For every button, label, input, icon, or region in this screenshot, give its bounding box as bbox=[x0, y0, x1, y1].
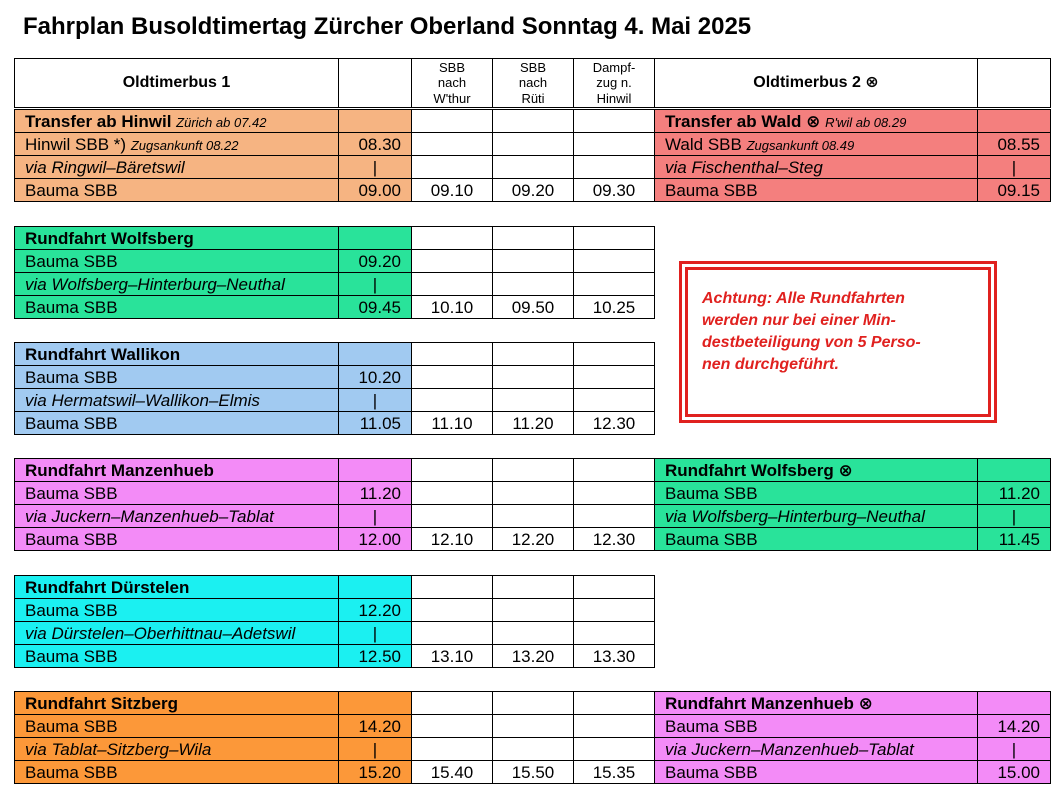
manzenhueb-time2: 12.00 bbox=[339, 528, 412, 551]
transfer-hinwil-via: via Ringwil–Bäretswil bbox=[15, 156, 339, 179]
transfer-wald-time2: 09.15 bbox=[978, 179, 1051, 202]
transfer-hinwil-title: Transfer ab Hinwil Zürich ab 07.42 bbox=[15, 110, 339, 133]
timetable-header bbox=[14, 58, 1051, 108]
duerstelen-via: via Dürstelen–Oberhittnau–Adetswil bbox=[15, 622, 339, 645]
transfer-hinwil-time1: 08.30 bbox=[339, 133, 412, 156]
bus1-header: Oldtimerbus 1 bbox=[15, 59, 339, 108]
connection-hinwil: 13.30 bbox=[574, 645, 655, 668]
wolfsberg-stop2: Bauma SBB bbox=[15, 296, 339, 319]
connection-hinwil: 10.25 bbox=[574, 296, 655, 319]
pass-through-mark: | bbox=[339, 273, 412, 296]
manzenhueb2-time1: 14.20 bbox=[978, 715, 1051, 738]
wolfsberg2-via: via Wolfsberg–Hinterburg–Neuthal bbox=[655, 505, 978, 528]
connection-wthur: 13.10 bbox=[412, 645, 493, 668]
wolfsberg-via: via Wolfsberg–Hinterburg–Neuthal bbox=[15, 273, 339, 296]
transfer-wald-stop2: Bauma SBB bbox=[655, 179, 978, 202]
pass-through-mark: | bbox=[978, 505, 1051, 528]
manzenhueb-via: via Juckern–Manzenhueb–Tablat bbox=[15, 505, 339, 528]
wallikon-via: via Hermatswil–Wallikon–Elmis bbox=[15, 389, 339, 412]
wallikon-title: Rundfahrt Wallikon bbox=[15, 343, 339, 366]
connection-wthur: 09.10 bbox=[412, 179, 493, 202]
duerstelen-stop2: Bauma SBB bbox=[15, 645, 339, 668]
pass-through-mark: | bbox=[978, 738, 1051, 761]
connection-rueti: 13.20 bbox=[493, 645, 574, 668]
pass-through-mark: | bbox=[978, 156, 1051, 179]
sitzberg-block bbox=[14, 691, 1051, 784]
manzenhueb-stop2: Bauma SBB bbox=[15, 528, 339, 551]
manzenhueb2-stop1: Bauma SBB bbox=[655, 715, 978, 738]
connection-hinwil: 12.30 bbox=[574, 412, 655, 435]
pass-through-mark: | bbox=[339, 156, 412, 179]
col-header-wthur: SBB nach W'thur bbox=[412, 59, 493, 108]
wolfsberg-block bbox=[14, 226, 655, 319]
transfer-hinwil-stop1: Hinwil SBB *) Zugsankunft 08.22 bbox=[15, 133, 339, 156]
connection-wthur: 15.40 bbox=[412, 761, 493, 784]
pass-through-mark: | bbox=[339, 505, 412, 528]
connection-rueti: 11.20 bbox=[493, 412, 574, 435]
transfer-wald-via: via Fischenthal–Steg bbox=[655, 156, 978, 179]
duerstelen-stop1: Bauma SBB bbox=[15, 599, 339, 622]
wolfsberg-time1: 09.20 bbox=[339, 250, 412, 273]
manzenhueb2-via: via Juckern–Manzenhueb–Tablat bbox=[655, 738, 978, 761]
sitzberg-stop2: Bauma SBB bbox=[15, 761, 339, 784]
connection-wthur: 10.10 bbox=[412, 296, 493, 319]
transfer-hinwil-time2: 09.00 bbox=[339, 179, 412, 202]
notice-box bbox=[679, 261, 997, 423]
wolfsberg2-stop2: Bauma SBB bbox=[655, 528, 978, 551]
pass-through-mark: | bbox=[339, 389, 412, 412]
wolfsberg-title: Rundfahrt Wolfsberg bbox=[15, 227, 339, 250]
wolfsberg-time2: 09.45 bbox=[339, 296, 412, 319]
manzenhueb2-stop2: Bauma SBB bbox=[655, 761, 978, 784]
duerstelen-block bbox=[14, 575, 655, 668]
sitzberg-stop1: Bauma SBB bbox=[15, 715, 339, 738]
manzenhueb-title: Rundfahrt Manzenhueb bbox=[15, 459, 339, 482]
notice-text: Achtung: Alle Rundfahrten werden nur bei einer Min- destbeteiligung von 5 Perso- nen durchgeführt. bbox=[702, 290, 921, 373]
col-header-rueti: SBB nach Rüti bbox=[493, 59, 574, 108]
sitzberg-title: Rundfahrt Sitzberg bbox=[15, 692, 339, 715]
connection-rueti: 12.20 bbox=[493, 528, 574, 551]
wallikon-stop1: Bauma SBB bbox=[15, 366, 339, 389]
wallikon-time1: 10.20 bbox=[339, 366, 412, 389]
wallikon-block bbox=[14, 342, 655, 435]
duerstelen-title: Rundfahrt Dürstelen bbox=[15, 576, 339, 599]
transfer-hinwil-stop2: Bauma SBB bbox=[15, 179, 339, 202]
wolfsberg-stop1: Bauma SBB bbox=[15, 250, 339, 273]
wallikon-stop2: Bauma SBB bbox=[15, 412, 339, 435]
transfer-wald-title: Transfer ab Wald ⊗ R'wil ab 08.29 bbox=[655, 110, 978, 133]
duerstelen-time2: 12.50 bbox=[339, 645, 412, 668]
wolfsberg2-time2: 11.45 bbox=[978, 528, 1051, 551]
manzenhueb-time1: 11.20 bbox=[339, 482, 412, 505]
connection-wthur: 11.10 bbox=[412, 412, 493, 435]
connection-hinwil: 15.35 bbox=[574, 761, 655, 784]
manzenhueb2-time2: 15.00 bbox=[978, 761, 1051, 784]
col-header-hinwil: Dampf- zug n. Hinwil bbox=[574, 59, 655, 108]
wallikon-time2: 11.05 bbox=[339, 412, 412, 435]
manzenhueb-block bbox=[14, 458, 1051, 551]
connection-rueti: 09.20 bbox=[493, 179, 574, 202]
sitzberg-via: via Tablat–Sitzberg–Wila bbox=[15, 738, 339, 761]
transfer-wald-stop1: Wald SBB Zugsankunft 08.49 bbox=[655, 133, 978, 156]
duerstelen-time1: 12.20 bbox=[339, 599, 412, 622]
bus2-header: Oldtimerbus 2 ⊗ bbox=[655, 59, 978, 108]
sitzberg-time2: 15.20 bbox=[339, 761, 412, 784]
sitzberg-time1: 14.20 bbox=[339, 715, 412, 738]
connection-hinwil: 12.30 bbox=[574, 528, 655, 551]
pass-through-mark: | bbox=[339, 738, 412, 761]
wolfsberg2-time1: 11.20 bbox=[978, 482, 1051, 505]
connection-rueti: 09.50 bbox=[493, 296, 574, 319]
pass-through-mark: | bbox=[339, 622, 412, 645]
wolfsberg2-stop1: Bauma SBB bbox=[655, 482, 978, 505]
wolfsberg2-title: Rundfahrt Wolfsberg ⊗ bbox=[655, 459, 978, 482]
manzenhueb-stop1: Bauma SBB bbox=[15, 482, 339, 505]
transfer-wald-time1: 08.55 bbox=[978, 133, 1051, 156]
transfer-block bbox=[14, 109, 1051, 202]
connection-rueti: 15.50 bbox=[493, 761, 574, 784]
manzenhueb2-title: Rundfahrt Manzenhueb ⊗ bbox=[655, 692, 978, 715]
page-title: Fahrplan Busoldtimertag Zürcher Oberland Sonntag 4. Mai 2025 bbox=[23, 13, 752, 40]
connection-hinwil: 09.30 bbox=[574, 179, 655, 202]
connection-wthur: 12.10 bbox=[412, 528, 493, 551]
